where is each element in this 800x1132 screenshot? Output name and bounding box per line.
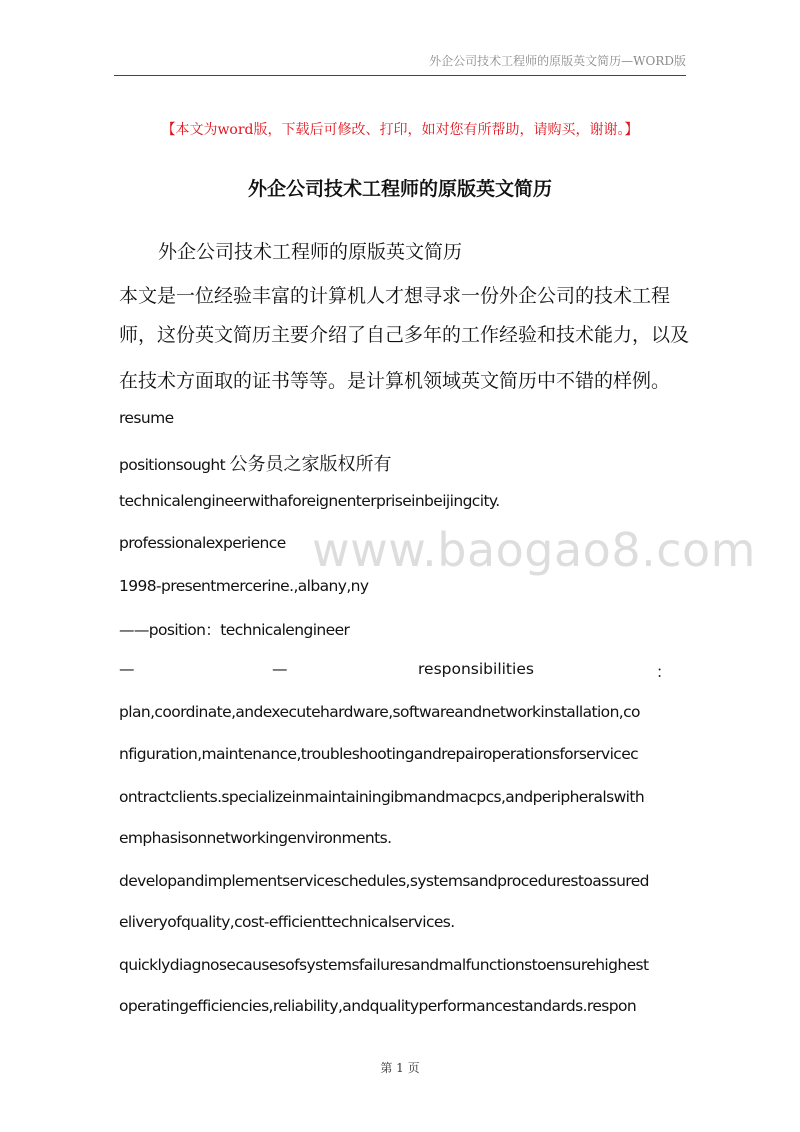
intro-paragraph-line-3: 在技术方面取的证书等等。是计算机领域英文简历中不错的样例。 xyxy=(119,370,671,392)
experience-heading: professionalexperience xyxy=(119,534,286,552)
resp-line-2: nfiguration,maintenance,troubleshootingandrepairoperationsforservicec xyxy=(119,745,639,763)
intro-paragraph-line-1: 本文是一位经验丰富的计算机人才想寻求一份外企公司的技术工程 xyxy=(119,285,671,307)
running-header: 外企公司技术工程师的原版英文简历—WORD版 xyxy=(429,54,686,68)
responsibilities-label: responsibilities xyxy=(418,660,534,678)
page-number-footer: 第 1 页 xyxy=(380,1061,420,1075)
watermark: www.baogao8.com xyxy=(312,523,756,577)
responsibilities-row xyxy=(119,660,681,684)
resp-line-8: operatingefficiencies,reliability,andqualityperformancestandards.respon xyxy=(119,997,637,1015)
purchase-notice: 【本文为word版，下载后可修改、打印，如对您有所帮助，请购买，谢谢。】 xyxy=(161,122,639,138)
intro-paragraph-line-2: 师，这份英文简历主要介绍了自己多年的工作经验和技术能力，以及 xyxy=(119,324,690,346)
resp-line-3: ontractclients.specializeinmaintainingibmandmacpcs,andperipheralswith xyxy=(119,788,645,806)
header-rule xyxy=(114,75,686,76)
resp-line-5: developandimplementserviceschedules,systemsandprocedurestoassured xyxy=(119,872,649,890)
resp-dash-1: — xyxy=(119,660,135,678)
intro-subtitle: 外企公司技术工程师的原版英文简历 xyxy=(158,241,463,263)
resp-colon: ： xyxy=(656,663,672,681)
position-cn-note: 公务员之家版权所有 xyxy=(229,454,392,475)
position-label: positionsought xyxy=(119,456,226,474)
role-line: ——position：technicalengineer xyxy=(119,621,350,639)
resp-dash-2: — xyxy=(272,660,288,678)
resp-line-1: plan,coordinate,andexecutehardware,softwareandnetworkinstallation,co xyxy=(119,703,640,721)
resp-line-4: emphasisonnetworkingenvironments. xyxy=(119,829,392,847)
resp-line-6: eliveryofquality,cost-efficienttechnicalservices. xyxy=(119,913,455,931)
position-sought-line xyxy=(119,450,391,476)
employer-line: 1998-presentmercerine.,albany,ny xyxy=(119,577,369,595)
resp-line-7: quicklydiagnosecausesofsystemsfailuresandmalfunctionstoensurehighest xyxy=(119,956,649,974)
position-value: technicalengineerwithaforeignenterpriseinbeijingcity. xyxy=(119,492,500,510)
resume-heading: resume xyxy=(119,409,174,427)
document-title: 外企公司技术工程师的原版英文简历 xyxy=(247,178,552,200)
